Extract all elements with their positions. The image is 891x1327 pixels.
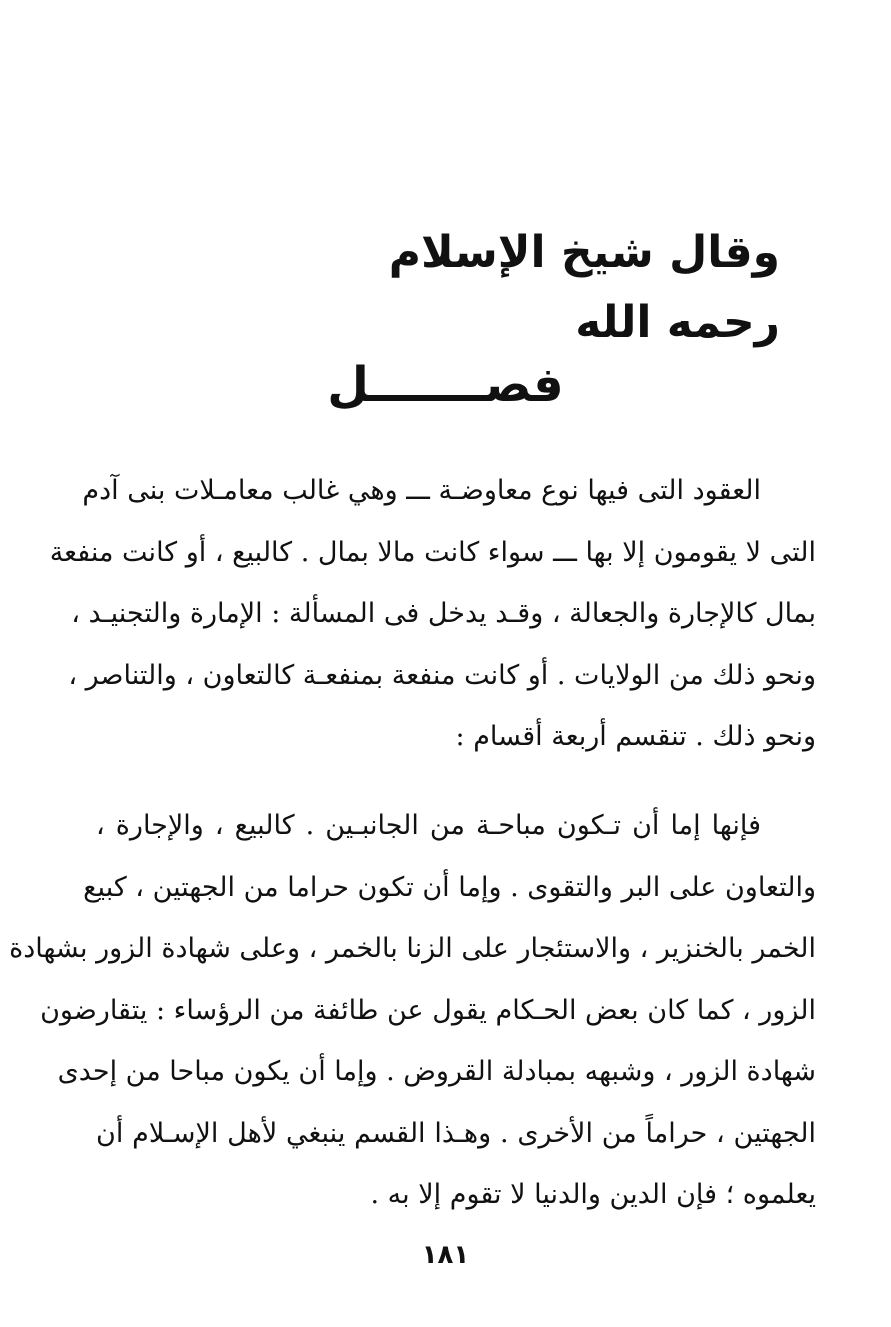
text-line: يعلموه ؛ فإن الدين والدنيا لا تقوم إلا به . xyxy=(370,1179,816,1210)
text-line: فإنها إما أن تـكون مباحـة من الجانبـين . كالبيع ، والإجارة ، xyxy=(96,810,761,841)
paragraph-2 xyxy=(9,795,816,1226)
text-line: ونحو ذلك . تنقسم أربعة أقسام : xyxy=(455,721,816,752)
text-line: شهادة الزور ، وشبهه بمبادلة القروض . وإما أن يكون مباحا من إحدى xyxy=(57,1056,816,1087)
text-line: والتعاون على البر والتقوى . وإما أن تكون حراما من الجهتين ، كبيع xyxy=(83,871,816,903)
text-line: التى لا يقومون إلا بها ـــ سواء كانت مالا بمال . كالبيع ، أو كانت منفعة xyxy=(49,536,816,568)
text-line: ونحو ذلك من الولايات . أو كانت منفعة بمنفعـة كالتعاون ، والتناصر ، xyxy=(68,659,816,691)
chapter-heading: وقال شيخ الإسلام رحمه الله xyxy=(388,227,780,348)
page-number: ١٨١ xyxy=(421,1240,470,1270)
text-line: الخمر بالخنزير ، والاستئجار على الزنا بالخمر ، وعلى شهادة الزور بشهادة xyxy=(9,933,816,964)
paragraph-1 xyxy=(49,460,816,768)
text-line: بمال كالإجارة والجعالة ، وقـد يدخل فى المسألة : الإمارة والتجنيـد ، xyxy=(71,598,816,629)
text-line: الجهتين ، حراماً من الأخرى . وهـذا القسم ينبغي لأهل الإسـلام أن xyxy=(96,1117,816,1149)
text-line: الزور ، كما كان بعض الحـكام يقول عن طائفة من الرؤساء : يتقارضون xyxy=(40,994,816,1026)
text-line: العقود التى فيها نوع معاوضـة ـــ وهي غالب معامـلات بنى آدم xyxy=(82,475,761,506)
section-title: فصـــــــل xyxy=(327,357,564,413)
